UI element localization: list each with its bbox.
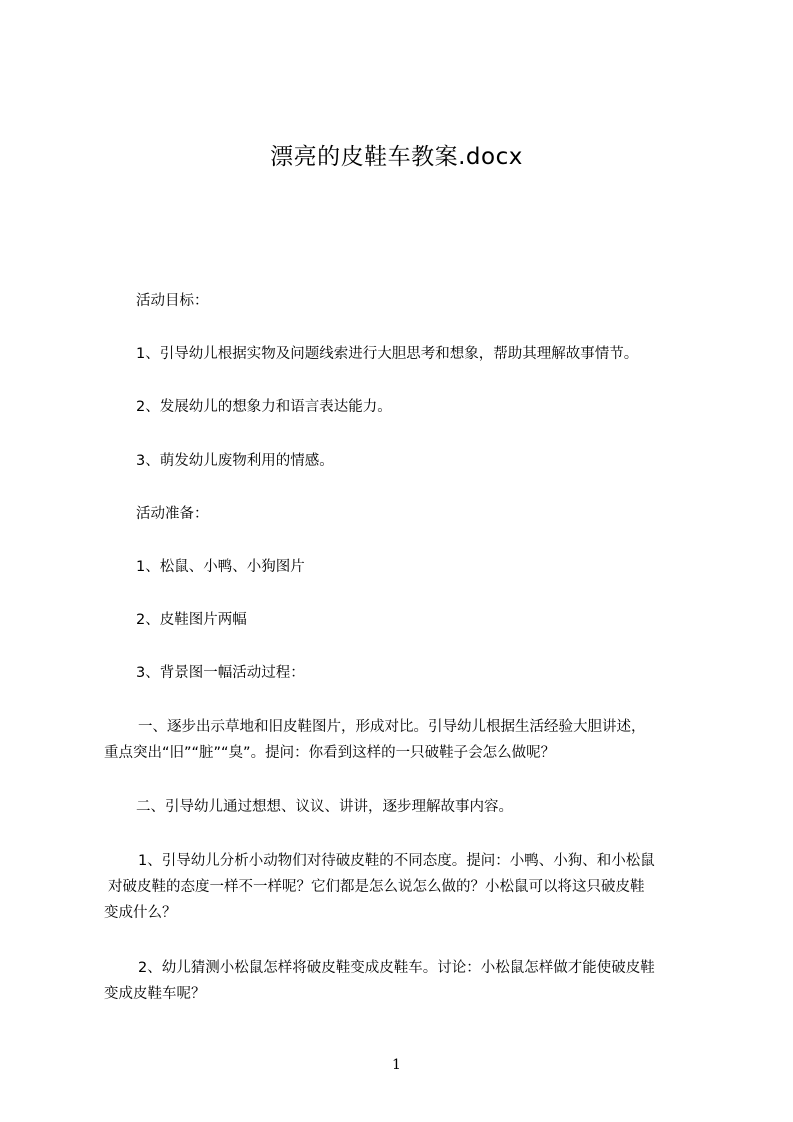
page-number: 1 xyxy=(392,1057,401,1073)
paragraph-process-step-1 xyxy=(104,714,716,766)
paragraph-process-substep-1 xyxy=(104,848,716,926)
paragraph-preparation-1 xyxy=(136,554,748,580)
paragraph-line: 二、引导幼儿通过想想、议议、讲讲，逐步理解故事内容。 xyxy=(136,799,513,815)
paragraph-line: 一、逐步出示草地和旧皮鞋图片，形成对比。引导幼儿根据生活经验大胆讲述， xyxy=(138,719,646,735)
paragraph-goals-heading xyxy=(136,288,748,314)
paragraph-line: 3、萌发幼儿废物利用的情感。 xyxy=(136,453,334,469)
paragraph-line: 1、引导幼儿分析小动物们对待破皮鞋的不同态度。提问：小鸭、小狗、和小松鼠 xyxy=(138,853,655,869)
paragraph-preparation-2 xyxy=(136,607,748,633)
paragraph-process-substep-2 xyxy=(104,955,716,1007)
paragraph-goal-3 xyxy=(136,448,748,474)
paragraph-line: 1、引导幼儿根据实物及问题线索进行大胆思考和想象，帮助其理解故事情节。 xyxy=(136,346,639,362)
paragraph-line: 2、皮鞋图片两幅 xyxy=(136,612,247,628)
paragraph-goal-2 xyxy=(136,394,748,420)
paragraph-line: 2、幼儿猜测小松鼠怎样将破皮鞋变成皮鞋车。讨论：小松鼠怎样做才能使破皮鞋 xyxy=(138,960,655,976)
paragraph-line: 活动准备： xyxy=(136,506,209,522)
paragraph-line: 活动目标： xyxy=(136,293,209,309)
paragraph-preparation-heading xyxy=(136,501,748,527)
paragraph-line: 2、发展幼儿的想象力和语言表达能力。 xyxy=(136,399,392,415)
paragraph-line: 变成皮鞋车呢？ xyxy=(104,986,206,1002)
paragraph-goal-1 xyxy=(136,341,748,367)
paragraph-process-step-2 xyxy=(136,794,748,820)
document-title: 漂亮的皮鞋车教案.docx xyxy=(270,144,523,170)
paragraph-line: 1、松鼠、小鸭、小狗图片 xyxy=(136,559,305,575)
paragraph-line: 对破皮鞋的态度一样不一样呢？它们都是怎么说怎么做的？小松鼠可以将这只破皮鞋 xyxy=(108,879,645,895)
paragraph-line: 3、背景图一幅活动过程： xyxy=(136,665,305,681)
paragraph-line: 重点突出“旧”“脏”“臭”。提问：你看到这样的一只破鞋子会怎么做呢？ xyxy=(104,745,556,761)
paragraph-line: 变成什么？ xyxy=(104,905,177,921)
paragraph-preparation-3 xyxy=(136,660,748,686)
